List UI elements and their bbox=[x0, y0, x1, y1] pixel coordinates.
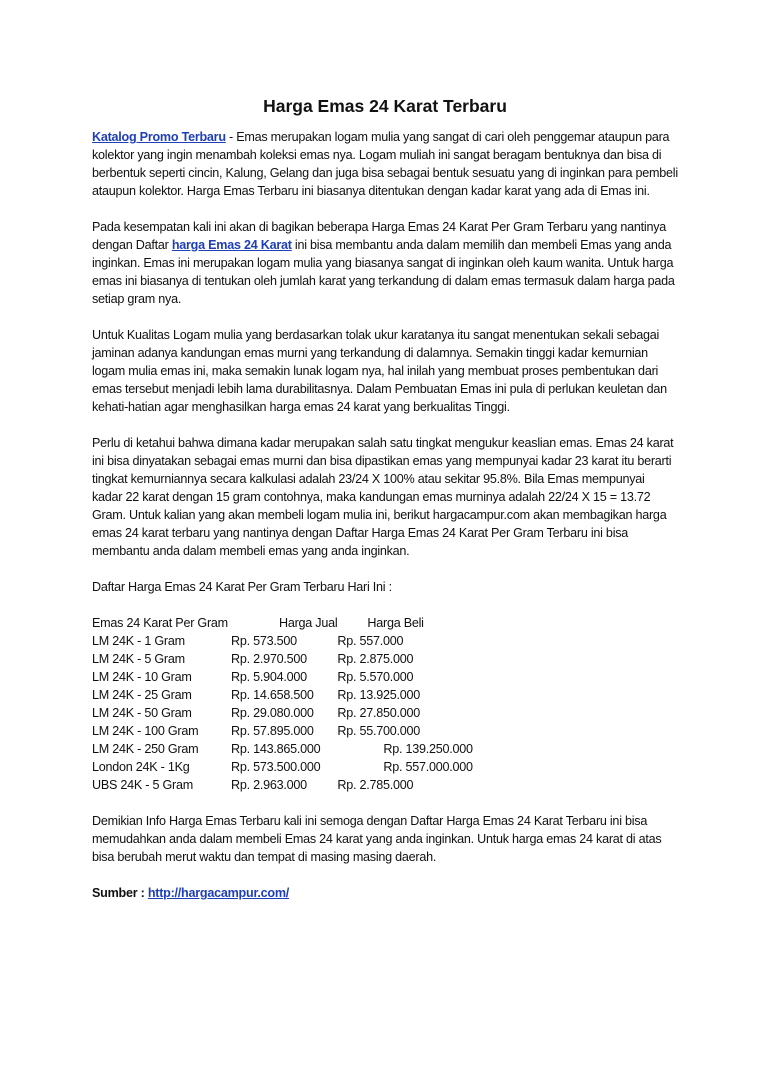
paragraph-kesempatan-text-b: ini bisa membantu anda dalam memilih dan membeli Emas yang anda inginkan. Emas ini merupakan logam mulia yang biasanya sangat di inginkan oleh kaum wanita. Untuk harga emas ini biasanya di tentukan oleh jumlah karat yang terkandung di dalam emas termasuk dalam harga pada setiap gram nya. bbox=[92, 238, 675, 306]
row-harga-beli: Rp. 55.700.000 bbox=[337, 724, 421, 738]
row-harga-jual: Rp. 57.895.000 bbox=[231, 724, 314, 738]
row-item: UBS 24K - 5 Gram bbox=[92, 778, 193, 792]
harga-emas-link[interactable]: harga Emas 24 Karat bbox=[171, 238, 292, 252]
row-harga-jual: Rp. 2.963.000 bbox=[231, 778, 307, 792]
katalog-promo-link[interactable]: Katalog Promo Terbaru bbox=[92, 130, 226, 144]
table-row bbox=[92, 650, 473, 668]
row-harga-jual: Rp. 5.904.000 bbox=[231, 670, 307, 684]
table-row bbox=[92, 668, 473, 686]
source-link[interactable]: http://hargacampur.com/ bbox=[147, 886, 290, 900]
row-harga-jual: Rp. 14.658.500 bbox=[231, 688, 314, 702]
paragraph-intro-text: - Emas merupakan logam mulia yang sangat di cari oleh penggemar ataupun para kolektor yang ingin menambah koleksi emas nya. Logam muliah ini sangat beragam bentuknya dan bisa di berbentuk seperti cincin, Kalung, Gelang dan juga bisa sebagai bentuk sesuatu yang di inginkan para pembeli ataupun kolektor. Harga Emas Terbaru ini biasanya ditentukan dengan kadar karat yang ada di Emas ini. bbox=[92, 130, 678, 198]
header-harga-beli: Harga Beli bbox=[367, 616, 424, 630]
row-harga-beli: Rp. 13.925.000 bbox=[337, 688, 421, 702]
row-harga-jual: Rp. 2.970.500 bbox=[231, 652, 307, 666]
table-row bbox=[92, 740, 473, 758]
row-harga-beli: Rp. 557.000.000 bbox=[383, 760, 473, 774]
row-harga-beli: Rp. 557.000 bbox=[337, 634, 404, 648]
table-row bbox=[92, 704, 473, 722]
table-row bbox=[92, 632, 473, 650]
table-row bbox=[92, 722, 473, 740]
source-line bbox=[92, 884, 678, 902]
row-harga-beli: Rp. 139.250.000 bbox=[383, 742, 473, 756]
price-list-intro: Daftar Harga Emas 24 Karat Per Gram Terbaru Hari Ini : bbox=[92, 580, 392, 594]
price-table bbox=[92, 614, 473, 794]
table-row bbox=[92, 776, 473, 794]
row-item: LM 24K - 25 Gram bbox=[92, 688, 192, 702]
row-harga-beli: Rp. 5.570.000 bbox=[337, 670, 414, 684]
table-row bbox=[92, 758, 473, 776]
paragraph-kadar: Perlu di ketahui bahwa dimana kadar merupakan salah satu tingkat mengukur keaslian emas. Emas 24 karat ini bisa dinyatakan sebagai emas murni dan bisa dipastikan emas yang mempunyai kadar 23 karat itu berarti tingkat kemurniannya secara kalkulasi adalah 23/24 X 100% atau sekitar 95.8%. Bila Emas mempunyai kadar 22 karat dengan 15 gram contohnya, maka kandungan emas murninya adalah 22/24 X 15 = 13.72 Gram. Untuk kalian yang akan membeli logam mulia ini, berikut hargacampur.com akan membagikan harga emas 24 karat terbaru yang nantinya dengan Daftar Harga Emas 24 Karat Per Gram Terbaru ini bisa membantu anda dalam membeli emas yang anda inginkan. bbox=[92, 436, 674, 558]
row-harga-beli: Rp. 27.850.000 bbox=[337, 706, 421, 720]
row-harga-jual: Rp. 29.080.000 bbox=[231, 706, 314, 720]
paragraph-kesempatan-text-a: Pada kesempatan kali ini akan di bagikan beberapa Harga Emas 24 Karat Per Gram Terbaru yang nantinya dengan Daftar bbox=[92, 220, 667, 252]
row-item: LM 24K - 250 Gram bbox=[92, 742, 199, 756]
paragraph-kualitas: Untuk Kualitas Logam mulia yang berdasarkan tolak ukur karatanya itu sangat menentukan sekali sebagai jaminan adanya kandungan emas murni yang terkandung di dalamnya. Semakin tinggi kadar kemurnian logam mulia emas ini, maka semakin lunak logam nya, hal inilah yang membuat proses pembentukan dari emas tersebut menjadi lebih lama durabilitasnya. Dalam Pembuatan Emas ini pula di perlukan keuletan dan kehati-hatian agar menghasilkan harga emas 24 karat yang berkualitas Tinggi. bbox=[92, 328, 667, 414]
row-item: LM 24K - 50 Gram bbox=[92, 706, 192, 720]
page-title: Harga Emas 24 Karat Terbaru bbox=[263, 96, 507, 116]
row-item: LM 24K - 10 Gram bbox=[92, 670, 192, 684]
table-row bbox=[92, 686, 473, 704]
header-harga-jual: Harga Jual bbox=[279, 616, 338, 630]
paragraph-closing: Demikian Info Harga Emas Terbaru kali ini semoga dengan Daftar Harga Emas 24 Karat Terbaru ini bisa memudahkan anda dalam membeli Emas 24 karat yang anda inginkan. Untuk harga emas 24 karat di atas bisa berubah merut waktu dan tempat di masing masing daerah. bbox=[92, 814, 662, 864]
row-item: LM 24K - 5 Gram bbox=[92, 652, 185, 666]
row-item: London 24K - 1Kg bbox=[92, 760, 190, 774]
row-harga-jual: Rp. 573.500 bbox=[231, 634, 297, 648]
header-item: Emas 24 Karat Per Gram bbox=[92, 616, 228, 630]
row-harga-beli: Rp. 2.875.000 bbox=[337, 652, 414, 666]
row-item: LM 24K - 100 Gram bbox=[92, 724, 199, 738]
row-harga-jual: Rp. 143.865.000 bbox=[231, 742, 321, 756]
row-harga-jual: Rp. 573.500.000 bbox=[231, 760, 321, 774]
row-harga-beli: Rp. 2.785.000 bbox=[337, 778, 414, 792]
source-label: Sumber : bbox=[92, 886, 148, 900]
row-item: LM 24K - 1 Gram bbox=[92, 634, 185, 648]
paragraph-kesempatan bbox=[92, 218, 678, 308]
paragraph-intro bbox=[92, 128, 678, 200]
price-table-header bbox=[92, 614, 473, 632]
